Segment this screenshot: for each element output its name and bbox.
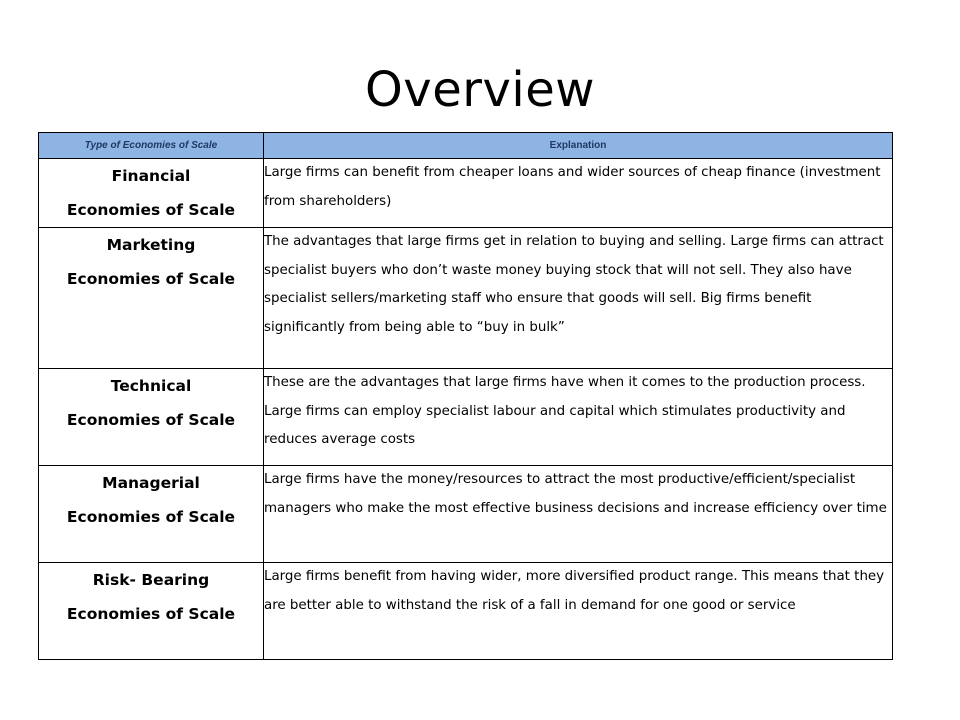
type-name: Technical [110,377,192,395]
type-cell [39,159,264,228]
table-header-row [39,133,893,159]
explanation-cell: Large firms have the money/resources to attract the most productive/efficient/specialist managers who make the most effective business decisions and increase efficiency over time [264,466,893,563]
table-row [39,466,893,563]
type-cell [39,563,264,660]
table-row [39,228,893,369]
type-suffix: Economies of Scale [66,270,236,288]
type-name: Managerial [102,474,200,492]
type-suffix: Economies of Scale [66,411,236,429]
explanation-cell: Large firms benefit from having wider, more diversified product range. This means that they are better able to withstand the risk of a fall in demand for one good or service [264,563,893,660]
type-cell [39,369,264,466]
type-name: Risk- Bearing [92,571,210,589]
explanation-cell: The advantages that large firms get in relation to buying and selling. Large firms can attract specialist buyers who don’t waste money buying stock that will not sell. They also have specialist sellers/marketing staff who ensure that goods will sell. Big firms benefit significantly from being able to “buy in bulk” [264,228,893,369]
type-suffix: Economies of Scale [66,201,236,219]
type-name: Marketing [106,236,196,254]
column-header-type: Type of Economies of Scale [39,133,264,159]
type-name: Financial [111,167,191,185]
explanation-cell: These are the advantages that large firms have when it comes to the production process. Large firms can employ specialist labour and capital which stimulates productivity and reduces average costs [264,369,893,466]
table-row [39,159,893,228]
economies-of-scale-table [38,132,893,660]
column-header-explanation: Explanation [264,133,893,159]
type-cell [39,228,264,369]
type-suffix: Economies of Scale [66,605,236,623]
type-cell [39,466,264,563]
table-row [39,369,893,466]
explanation-cell: Large firms can benefit from cheaper loans and wider sources of cheap finance (investment from shareholders) [264,159,893,228]
type-suffix: Economies of Scale [66,508,236,526]
page-title: Overview [365,62,595,118]
table-row [39,563,893,660]
